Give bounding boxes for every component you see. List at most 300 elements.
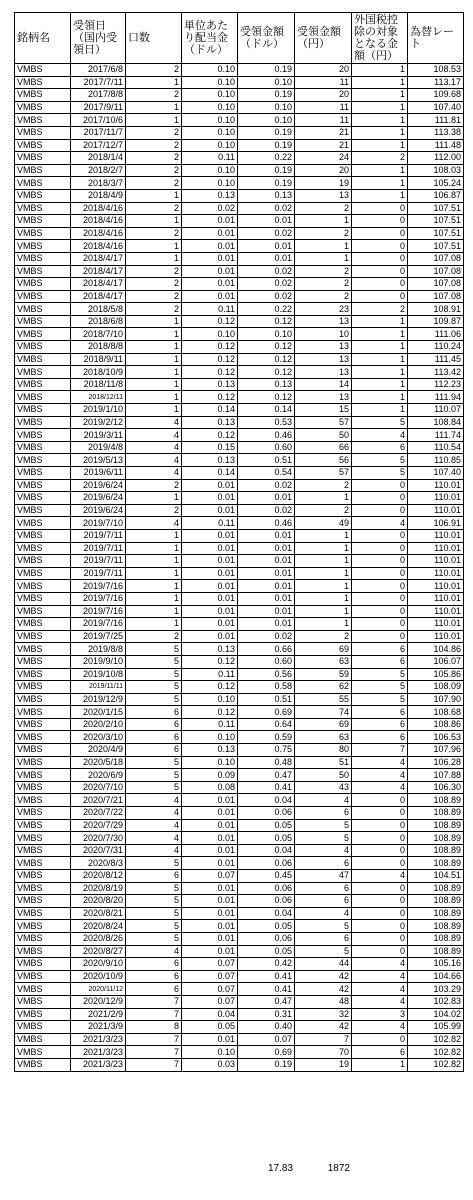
table-row: [15, 819, 464, 832]
amount-usd-cell: 0.41: [238, 781, 295, 794]
amount-jpy-cell: 32: [295, 1008, 352, 1021]
dividend-per-unit-cell: 0.01: [182, 504, 238, 517]
dividend-per-unit-cell: 0.10: [182, 164, 238, 177]
table-row: [15, 227, 464, 240]
dividend-per-unit-cell: 0.10: [182, 139, 238, 152]
exchange-rate-cell: 108.89: [408, 932, 464, 945]
exchange-rate-cell: 108.89: [408, 794, 464, 807]
exchange-rate-cell: 113.17: [408, 76, 464, 89]
units-cell: 5: [126, 693, 182, 706]
stock-name-cell: VMBS: [15, 895, 71, 908]
units-cell: 2: [126, 630, 182, 643]
units-cell: 5: [126, 643, 182, 656]
units-cell: 8: [126, 1021, 182, 1034]
units-cell: 4: [126, 416, 182, 429]
exchange-rate-cell: 108.89: [408, 819, 464, 832]
dividend-per-unit-cell: 0.01: [182, 857, 238, 870]
units-cell: 1: [126, 492, 182, 505]
exchange-rate-cell: 108.89: [408, 807, 464, 820]
dividend-per-unit-cell: 0.01: [182, 945, 238, 958]
stock-name-cell: VMBS: [15, 605, 71, 618]
dividend-per-unit-cell: 0.13: [182, 643, 238, 656]
exchange-rate-cell: 110.24: [408, 341, 464, 354]
units-cell: 6: [126, 870, 182, 883]
receipt-date-cell: 2020/8/19: [71, 882, 126, 895]
exchange-rate-cell: 107.88: [408, 769, 464, 782]
table-row: [15, 240, 464, 253]
amount-jpy-cell: 1: [295, 240, 352, 253]
units-cell: 6: [126, 983, 182, 996]
units-cell: 2: [126, 290, 182, 303]
receipt-date-cell: 2019/4/8: [71, 441, 126, 454]
amount-jpy-cell: 43: [295, 781, 352, 794]
amount-usd-cell: 0.60: [238, 655, 295, 668]
receipt-date-cell: 2018/2/7: [71, 164, 126, 177]
amount-usd-cell: 0.13: [238, 189, 295, 202]
header-units: 口数: [126, 13, 182, 64]
receipt-date-cell: 2020/6/9: [71, 769, 126, 782]
stock-name-cell: VMBS: [15, 454, 71, 467]
exchange-rate-cell: 108.89: [408, 844, 464, 857]
units-cell: 2: [126, 164, 182, 177]
exchange-rate-cell: 111.81: [408, 114, 464, 127]
amount-usd-cell: 0.06: [238, 932, 295, 945]
stock-name-cell: VMBS: [15, 1021, 71, 1034]
receipt-date-cell: 2021/2/9: [71, 1008, 126, 1021]
foreign-tax-credit-cell: 0: [352, 794, 408, 807]
units-cell: 4: [126, 454, 182, 467]
table-row: [15, 618, 464, 631]
stock-name-cell: VMBS: [15, 920, 71, 933]
amount-usd-cell: 0.07: [238, 1033, 295, 1046]
dividend-per-unit-cell: 0.07: [182, 995, 238, 1008]
receipt-date-cell: 2019/7/16: [71, 592, 126, 605]
dividend-per-unit-cell: 0.01: [182, 844, 238, 857]
table-row: [15, 693, 464, 706]
amount-jpy-cell: 69: [295, 643, 352, 656]
table-row: [15, 177, 464, 190]
dividend-per-unit-cell: 0.07: [182, 958, 238, 971]
stock-name-cell: VMBS: [15, 807, 71, 820]
amount-jpy-cell: 2: [295, 630, 352, 643]
amount-jpy-cell: 69: [295, 718, 352, 731]
foreign-tax-credit-cell: 0: [352, 882, 408, 895]
stock-name-cell: VMBS: [15, 479, 71, 492]
foreign-tax-credit-cell: 4: [352, 1021, 408, 1034]
amount-jpy-cell: 13: [295, 341, 352, 354]
foreign-tax-credit-cell: 1: [352, 64, 408, 77]
table-row: [15, 76, 464, 89]
exchange-rate-cell: 110.01: [408, 630, 464, 643]
units-cell: 1: [126, 618, 182, 631]
receipt-date-cell: 2020/7/21: [71, 794, 126, 807]
table-row: [15, 580, 464, 593]
amount-jpy-cell: 1: [295, 492, 352, 505]
receipt-date-cell: 2017/7/11: [71, 76, 126, 89]
units-cell: 5: [126, 920, 182, 933]
exchange-rate-cell: 108.89: [408, 857, 464, 870]
dividend-per-unit-cell: 0.01: [182, 252, 238, 265]
amount-usd-cell: 0.48: [238, 756, 295, 769]
dividend-per-unit-cell: 0.07: [182, 983, 238, 996]
stock-name-cell: VMBS: [15, 89, 71, 102]
units-cell: 5: [126, 756, 182, 769]
table-row: [15, 126, 464, 139]
foreign-tax-credit-cell: 3: [352, 1008, 408, 1021]
dividend-per-unit-cell: 0.13: [182, 744, 238, 757]
amount-usd-cell: 0.02: [238, 278, 295, 291]
amount-jpy-cell: 5: [295, 920, 352, 933]
exchange-rate-cell: 110.01: [408, 592, 464, 605]
units-cell: 2: [126, 479, 182, 492]
table-row: [15, 504, 464, 517]
total-amount-jpy: 1872: [327, 1163, 350, 1174]
units-cell: 1: [126, 76, 182, 89]
amount-jpy-cell: 1: [295, 580, 352, 593]
receipt-date-cell: 2021/3/23: [71, 1033, 126, 1046]
stock-name-cell: VMBS: [15, 529, 71, 542]
stock-name-cell: VMBS: [15, 164, 71, 177]
exchange-rate-cell: 111.94: [408, 391, 464, 404]
receipt-date-cell: 2019/12/9: [71, 693, 126, 706]
dividend-per-unit-cell: 0.12: [182, 366, 238, 379]
table-row: [15, 101, 464, 114]
table-row: [15, 932, 464, 945]
amount-usd-cell: 0.12: [238, 353, 295, 366]
dividend-per-unit-cell: 0.14: [182, 404, 238, 417]
receipt-date-cell: 2020/7/10: [71, 781, 126, 794]
amount-jpy-cell: 1: [295, 567, 352, 580]
dividend-per-unit-cell: 0.10: [182, 731, 238, 744]
header-stock-name: 銘柄名: [15, 13, 71, 64]
stock-name-cell: VMBS: [15, 467, 71, 480]
amount-usd-cell: 0.05: [238, 920, 295, 933]
foreign-tax-credit-cell: 5: [352, 681, 408, 694]
amount-jpy-cell: 47: [295, 870, 352, 883]
units-cell: 4: [126, 819, 182, 832]
amount-usd-cell: 0.06: [238, 857, 295, 870]
stock-name-cell: VMBS: [15, 555, 71, 568]
foreign-tax-credit-cell: 0: [352, 240, 408, 253]
amount-jpy-cell: 19: [295, 177, 352, 190]
units-cell: 4: [126, 429, 182, 442]
amount-usd-cell: 0.02: [238, 479, 295, 492]
receipt-date-cell: 2019/9/10: [71, 655, 126, 668]
receipt-date-cell: 2019/8/8: [71, 643, 126, 656]
exchange-rate-cell: 102.83: [408, 995, 464, 1008]
table-row: [15, 290, 464, 303]
amount-usd-cell: 0.04: [238, 794, 295, 807]
exchange-rate-cell: 109.68: [408, 89, 464, 102]
units-cell: 5: [126, 857, 182, 870]
amount-jpy-cell: 13: [295, 315, 352, 328]
dividend-per-unit-cell: 0.01: [182, 807, 238, 820]
receipt-date-cell: 2019/7/16: [71, 618, 126, 631]
exchange-rate-cell: 112.00: [408, 152, 464, 165]
exchange-rate-cell: 110.07: [408, 404, 464, 417]
exchange-rate-cell: 107.40: [408, 467, 464, 480]
exchange-rate-cell: 108.03: [408, 164, 464, 177]
dividend-per-unit-cell: 0.12: [182, 681, 238, 694]
table-row: [15, 807, 464, 820]
stock-name-cell: VMBS: [15, 504, 71, 517]
exchange-rate-cell: 108.84: [408, 416, 464, 429]
stock-name-cell: VMBS: [15, 681, 71, 694]
stock-name-cell: VMBS: [15, 1046, 71, 1059]
receipt-date-cell: 2018/12/11: [71, 391, 126, 404]
amount-usd-cell: 0.01: [238, 215, 295, 228]
exchange-rate-cell: 110.01: [408, 542, 464, 555]
exchange-rate-cell: 111.48: [408, 139, 464, 152]
foreign-tax-credit-cell: 0: [352, 932, 408, 945]
stock-name-cell: VMBS: [15, 252, 71, 265]
foreign-tax-credit-cell: 1: [352, 189, 408, 202]
units-cell: 1: [126, 580, 182, 593]
table-row: [15, 756, 464, 769]
dividend-per-unit-cell: 0.07: [182, 970, 238, 983]
exchange-rate-cell: 110.01: [408, 580, 464, 593]
receipt-date-cell: 2021/3/9: [71, 1021, 126, 1034]
amount-usd-cell: 0.69: [238, 706, 295, 719]
exchange-rate-cell: 107.51: [408, 215, 464, 228]
dividend-per-unit-cell: 0.10: [182, 89, 238, 102]
amount-usd-cell: 0.19: [238, 177, 295, 190]
receipt-date-cell: 2020/2/10: [71, 718, 126, 731]
dividend-per-unit-cell: 0.11: [182, 668, 238, 681]
amount-usd-cell: 0.22: [238, 303, 295, 316]
receipt-date-cell: 2018/7/10: [71, 328, 126, 341]
receipt-date-cell: 2017/8/8: [71, 89, 126, 102]
units-cell: 1: [126, 252, 182, 265]
table-row: [15, 1046, 464, 1059]
receipt-date-cell: 2021/3/23: [71, 1058, 126, 1071]
exchange-rate-cell: 102.82: [408, 1033, 464, 1046]
amount-jpy-cell: 44: [295, 958, 352, 971]
foreign-tax-credit-cell: 0: [352, 567, 408, 580]
units-cell: 5: [126, 769, 182, 782]
units-cell: 6: [126, 731, 182, 744]
amount-jpy-cell: 5: [295, 819, 352, 832]
amount-usd-cell: 0.01: [238, 492, 295, 505]
receipt-date-cell: 2020/8/24: [71, 920, 126, 933]
amount-usd-cell: 0.60: [238, 441, 295, 454]
units-cell: 1: [126, 605, 182, 618]
amount-jpy-cell: 4: [295, 907, 352, 920]
table-row: [15, 139, 464, 152]
amount-usd-cell: 0.05: [238, 945, 295, 958]
dividend-per-unit-cell: 0.10: [182, 1046, 238, 1059]
units-cell: 1: [126, 101, 182, 114]
amount-usd-cell: 0.46: [238, 517, 295, 530]
dividend-per-unit-cell: 0.03: [182, 1058, 238, 1071]
dividend-per-unit-cell: 0.15: [182, 441, 238, 454]
table-row: [15, 1008, 464, 1021]
receipt-date-cell: 2017/11/7: [71, 126, 126, 139]
stock-name-cell: VMBS: [15, 542, 71, 555]
receipt-date-cell: 2019/6/24: [71, 504, 126, 517]
receipt-date-cell: 2019/3/11: [71, 429, 126, 442]
units-cell: 2: [126, 64, 182, 77]
stock-name-cell: VMBS: [15, 970, 71, 983]
dividend-per-unit-cell: 0.05: [182, 1021, 238, 1034]
dividend-per-unit-cell: 0.10: [182, 177, 238, 190]
foreign-tax-credit-cell: 5: [352, 467, 408, 480]
amount-usd-cell: 0.59: [238, 731, 295, 744]
amount-usd-cell: 0.10: [238, 114, 295, 127]
table-row: [15, 202, 464, 215]
exchange-rate-cell: 108.53: [408, 64, 464, 77]
exchange-rate-cell: 110.85: [408, 454, 464, 467]
units-cell: 1: [126, 240, 182, 253]
receipt-date-cell: 2021/3/23: [71, 1046, 126, 1059]
exchange-rate-cell: 105.16: [408, 958, 464, 971]
exchange-rate-cell: 107.51: [408, 227, 464, 240]
foreign-tax-credit-cell: 0: [352, 945, 408, 958]
units-cell: 1: [126, 529, 182, 542]
amount-usd-cell: 0.75: [238, 744, 295, 757]
amount-usd-cell: 0.19: [238, 89, 295, 102]
amount-jpy-cell: 21: [295, 139, 352, 152]
foreign-tax-credit-cell: 0: [352, 529, 408, 542]
table-row: [15, 643, 464, 656]
stock-name-cell: VMBS: [15, 781, 71, 794]
amount-jpy-cell: 19: [295, 1058, 352, 1071]
receipt-date-cell: 2019/7/16: [71, 580, 126, 593]
foreign-tax-credit-cell: 2: [352, 152, 408, 165]
dividend-per-unit-cell: 0.12: [182, 429, 238, 442]
amount-usd-cell: 0.19: [238, 1058, 295, 1071]
amount-usd-cell: 0.58: [238, 681, 295, 694]
amount-usd-cell: 0.66: [238, 643, 295, 656]
dividend-per-unit-cell: 0.10: [182, 114, 238, 127]
foreign-tax-credit-cell: 4: [352, 995, 408, 1008]
receipt-date-cell: 2018/3/7: [71, 177, 126, 190]
amount-usd-cell: 0.01: [238, 618, 295, 631]
foreign-tax-credit-cell: 1: [352, 177, 408, 190]
table-row: [15, 479, 464, 492]
amount-usd-cell: 0.64: [238, 718, 295, 731]
exchange-rate-cell: 107.51: [408, 202, 464, 215]
exchange-rate-cell: 108.91: [408, 303, 464, 316]
table-header-row: [15, 13, 464, 64]
dividend-per-unit-cell: 0.11: [182, 517, 238, 530]
foreign-tax-credit-cell: 0: [352, 605, 408, 618]
units-cell: 4: [126, 832, 182, 845]
amount-usd-cell: 0.13: [238, 378, 295, 391]
receipt-date-cell: 2020/8/27: [71, 945, 126, 958]
stock-name-cell: VMBS: [15, 391, 71, 404]
table-row: [15, 542, 464, 555]
exchange-rate-cell: 105.24: [408, 177, 464, 190]
stock-name-cell: VMBS: [15, 945, 71, 958]
units-cell: 1: [126, 391, 182, 404]
dividend-per-unit-cell: 0.01: [182, 832, 238, 845]
receipt-date-cell: 2019/6/24: [71, 492, 126, 505]
amount-usd-cell: 0.47: [238, 995, 295, 1008]
table-row: [15, 605, 464, 618]
exchange-rate-cell: 110.54: [408, 441, 464, 454]
amount-jpy-cell: 11: [295, 101, 352, 114]
stock-name-cell: VMBS: [15, 227, 71, 240]
foreign-tax-credit-cell: 1: [352, 378, 408, 391]
stock-name-cell: VMBS: [15, 882, 71, 895]
table-row: [15, 958, 464, 971]
receipt-date-cell: 2019/7/11: [71, 555, 126, 568]
amount-jpy-cell: 6: [295, 895, 352, 908]
stock-name-cell: VMBS: [15, 932, 71, 945]
amount-usd-cell: 0.02: [238, 504, 295, 517]
stock-name-cell: VMBS: [15, 290, 71, 303]
foreign-tax-credit-cell: 0: [352, 290, 408, 303]
receipt-date-cell: 2020/5/18: [71, 756, 126, 769]
table-row: [15, 353, 464, 366]
dividend-per-unit-cell: 0.10: [182, 126, 238, 139]
amount-usd-cell: 0.02: [238, 202, 295, 215]
exchange-rate-cell: 104.86: [408, 643, 464, 656]
exchange-rate-cell: 111.45: [408, 353, 464, 366]
amount-usd-cell: 0.14: [238, 404, 295, 417]
foreign-tax-credit-cell: 0: [352, 819, 408, 832]
table-row: [15, 278, 464, 291]
total-amount-usd: 17.83: [267, 1163, 293, 1174]
receipt-date-cell: 2020/7/29: [71, 819, 126, 832]
receipt-date-cell: 2019/6/24: [71, 479, 126, 492]
dividend-per-unit-cell: 0.01: [182, 895, 238, 908]
foreign-tax-credit-cell: 0: [352, 492, 408, 505]
foreign-tax-credit-cell: 0: [352, 265, 408, 278]
amount-usd-cell: 0.19: [238, 139, 295, 152]
stock-name-cell: VMBS: [15, 857, 71, 870]
dividend-per-unit-cell: 0.01: [182, 542, 238, 555]
receipt-date-cell: 2020/8/26: [71, 932, 126, 945]
stock-name-cell: VMBS: [15, 844, 71, 857]
dividend-per-unit-cell: 0.01: [182, 580, 238, 593]
dividend-per-unit-cell: 0.10: [182, 76, 238, 89]
table-row: [15, 844, 464, 857]
dividend-per-unit-cell: 0.01: [182, 529, 238, 542]
receipt-date-cell: 2018/4/17: [71, 290, 126, 303]
exchange-rate-cell: 106.30: [408, 781, 464, 794]
table-row: [15, 164, 464, 177]
exchange-rate-cell: 110.01: [408, 492, 464, 505]
table-row: [15, 529, 464, 542]
stock-name-cell: VMBS: [15, 492, 71, 505]
amount-jpy-cell: 2: [295, 479, 352, 492]
dividend-per-unit-cell: 0.14: [182, 467, 238, 480]
amount-usd-cell: 0.51: [238, 693, 295, 706]
header-foreign-tax-credit: 外国税控除の対象となる金額（円）: [352, 13, 408, 64]
amount-usd-cell: 0.22: [238, 152, 295, 165]
stock-name-cell: VMBS: [15, 580, 71, 593]
amount-usd-cell: 0.56: [238, 668, 295, 681]
amount-jpy-cell: 1: [295, 252, 352, 265]
foreign-tax-credit-cell: 6: [352, 731, 408, 744]
foreign-tax-credit-cell: 4: [352, 517, 408, 530]
amount-usd-cell: 0.51: [238, 454, 295, 467]
exchange-rate-cell: 110.01: [408, 504, 464, 517]
units-cell: 5: [126, 681, 182, 694]
receipt-date-cell: 2018/4/16: [71, 240, 126, 253]
receipt-date-cell: 2018/4/16: [71, 202, 126, 215]
exchange-rate-cell: 107.08: [408, 278, 464, 291]
exchange-rate-cell: 106.87: [408, 189, 464, 202]
amount-usd-cell: 0.01: [238, 529, 295, 542]
amount-usd-cell: 0.06: [238, 807, 295, 820]
foreign-tax-credit-cell: 0: [352, 907, 408, 920]
receipt-date-cell: 2020/11/12: [71, 983, 126, 996]
receipt-date-cell: 2020/7/30: [71, 832, 126, 845]
units-cell: 7: [126, 1008, 182, 1021]
